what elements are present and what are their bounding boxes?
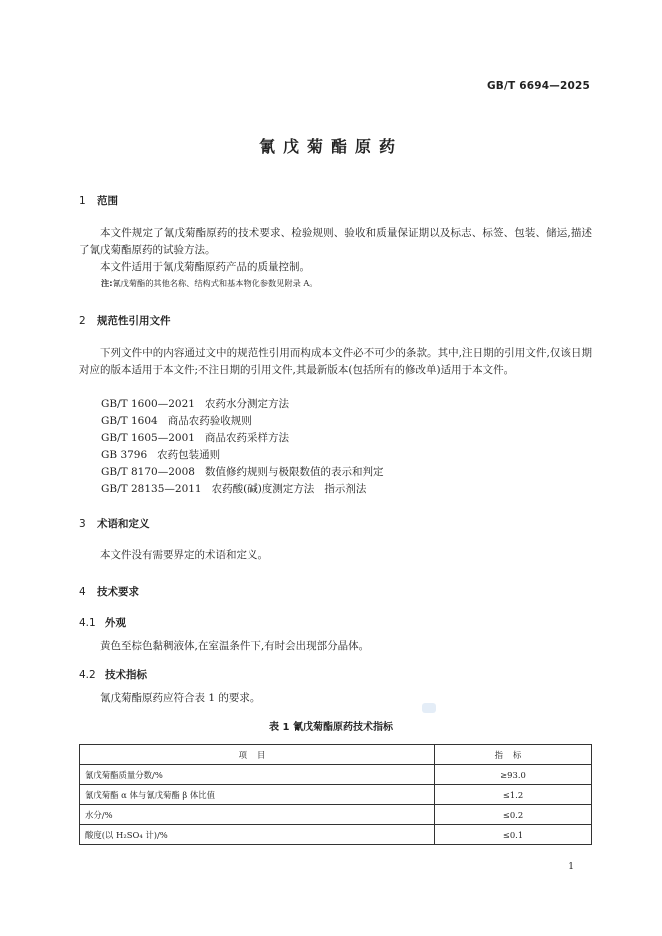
reference-item: GB/T 1600—2021 农药水分测定方法 (101, 398, 289, 410)
table-row (80, 825, 592, 845)
page-title: 氰戊菊酯原药 (258, 137, 403, 156)
appearance-paragraph: 黄色至棕色黏稠液体,在室温条件下,有时会出现部分晶体。 (100, 640, 370, 652)
subsection-heading-appearance (79, 615, 126, 630)
reference-item: GB/T 1604 商品农药验收规则 (101, 415, 252, 427)
technical-indicators-table (79, 744, 592, 845)
terms-paragraph: 本文件没有需要界定的术语和定义。 (100, 549, 268, 561)
note-label: 注: (101, 278, 113, 288)
table-row (80, 805, 592, 825)
section-number: 2 (79, 315, 86, 327)
table-row (80, 785, 592, 805)
scope-paragraph-1: 本文件规定了氰戊菊酯原药的技术要求、检验规则、验收和质量保证期以及标志、标签、包装、储运,描述了氰戊菊酯原药的试验方法。 (79, 227, 592, 256)
item-cell: 水分/% (80, 805, 435, 825)
table-caption: 表 1 氰戊菊酯原药技术指标 (269, 722, 393, 733)
item-cell: 酸度(以 H₂SO₄ 计)/% (80, 825, 435, 845)
watermark-logo (422, 703, 436, 713)
reference-item: GB/T 1605—2001 商品农药采样方法 (101, 432, 289, 444)
section-title: 技术指标 (105, 669, 147, 681)
scope-note (101, 278, 318, 289)
section-number: 4.1 (79, 617, 96, 629)
section-number: 4.2 (79, 669, 96, 681)
section-title: 范围 (97, 195, 118, 207)
section-title: 外观 (105, 617, 126, 629)
item-cell: 氰戊菊酯 α 体与氰戊菊酯 β 体比值 (80, 785, 435, 805)
page-number: 1 (568, 862, 574, 872)
section-title: 规范性引用文件 (97, 315, 171, 327)
section-heading-scope (79, 193, 118, 208)
section-heading-normative-references (79, 313, 171, 328)
reference-item: GB/T 8170—2008 数值修约规则与极限数值的表示和判定 (101, 466, 384, 478)
subsection-heading-technical-indicators (79, 667, 147, 682)
section-heading-technical-requirements (79, 584, 139, 599)
section-number: 3 (79, 518, 86, 530)
section-number: 1 (79, 195, 86, 207)
value-cell: ≤1.2 (435, 785, 592, 805)
indicators-paragraph: 氰戊菊酯原药应符合表 1 的要求。 (100, 692, 261, 704)
item-cell: 氰戊菊酯质量分数/% (80, 765, 435, 785)
table-header-row (80, 745, 592, 765)
scope-paragraph-2: 本文件适用于氰戊菊酯原药产品的质量控制。 (100, 261, 310, 273)
section-heading-terms (79, 516, 150, 531)
column-header-item: 项目 (80, 745, 435, 765)
reference-item: GB/T 28135—2011 农药酸(碱)度测定方法 指示剂法 (101, 483, 367, 495)
value-cell: ≤0.2 (435, 805, 592, 825)
section-number: 4 (79, 586, 86, 598)
references-paragraph: 下列文件中的内容通过文中的规范性引用而构成本文件必不可少的条款。其中,注日期的引用文件,仅该日期对应的版本适用于本文件;不注日期的引用文件,其最新版本(包括所有的修改单)适用于本文件。 (79, 347, 592, 376)
table-row (80, 765, 592, 785)
note-text: 氰戊菊酯的其他名称、结构式和基本物化参数见附录 A。 (112, 278, 318, 288)
column-header-indicator: 指标 (435, 745, 592, 765)
standard-number: GB/T 6694—2025 (486, 80, 590, 92)
value-cell: ≥93.0 (435, 765, 592, 785)
section-title: 技术要求 (97, 586, 139, 598)
value-cell: ≤0.1 (435, 825, 592, 845)
reference-item: GB 3796 农药包装通则 (101, 449, 221, 461)
section-title: 术语和定义 (97, 518, 150, 530)
